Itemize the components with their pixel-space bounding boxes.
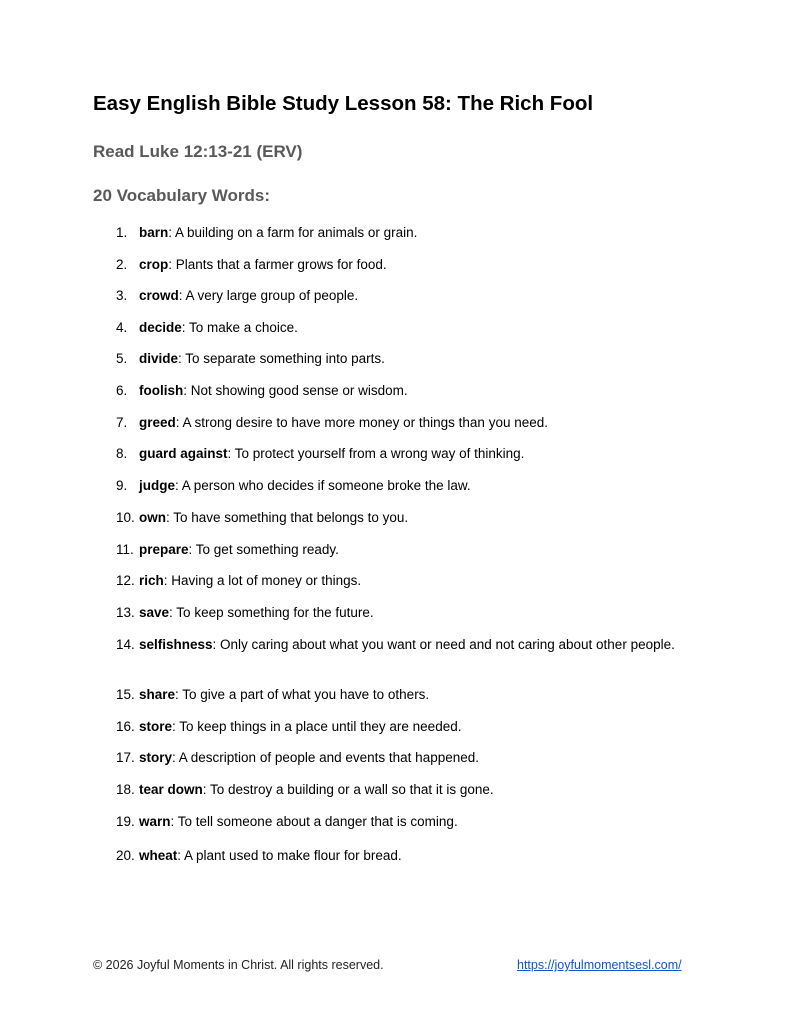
vocab-item: [116, 847, 676, 865]
vocab-definition: : To make a choice.: [181, 320, 298, 335]
vocab-item: [116, 686, 676, 704]
vocab-definition: : A person who decides if someone broke the law.: [175, 478, 471, 493]
vocab-definition: : To tell someone about a danger that is coming.: [170, 814, 458, 829]
vocab-item-number: 1.: [116, 225, 128, 240]
vocab-item-number: 16.: [116, 719, 135, 734]
vocab-item: [116, 572, 676, 590]
vocab-item-number: 12.: [116, 573, 135, 588]
vocab-item-number: 7.: [116, 415, 128, 430]
footer-copyright: © 2026 Joyful Moments in Christ. All rights reserved.: [93, 958, 384, 972]
vocab-word: warn: [139, 814, 171, 829]
vocab-item-text: [139, 636, 676, 654]
vocab-item-text: [139, 509, 676, 527]
vocab-item-text: [139, 718, 676, 736]
vocab-item-number: 17.: [116, 750, 135, 765]
vocab-item-text: [139, 477, 676, 495]
vocab-word: selfishness: [139, 637, 213, 652]
vocab-word: wheat: [139, 848, 178, 863]
vocab-item-text: [139, 350, 676, 368]
vocab-item-number: 13.: [116, 605, 135, 620]
vocab-item: [116, 445, 676, 463]
page-title: Easy English Bible Study Lesson 58: The Rich Fool: [93, 92, 594, 115]
vocab-item-text: [139, 287, 676, 305]
vocab-item: [116, 477, 676, 495]
vocab-word: crowd: [139, 288, 179, 303]
vocab-item-text: [139, 781, 676, 799]
vocab-definition: : Plants that a farmer grows for food.: [168, 257, 387, 272]
vocab-item-number: 2.: [116, 257, 128, 272]
vocab-item: [116, 224, 676, 242]
vocab-item-text: [139, 382, 676, 400]
vocab-definition: : A building on a farm for animals or grain.: [168, 225, 418, 240]
vocab-definition: : Not showing good sense or wisdom.: [183, 383, 408, 398]
vocab-word: store: [139, 719, 173, 734]
vocab-definition: : To get something ready.: [188, 542, 339, 557]
vocab-word: save: [139, 605, 170, 620]
vocab-word: rich: [139, 573, 164, 588]
vocab-word: share: [139, 687, 176, 702]
vocab-definition: : To keep things in a place until they are needed.: [172, 719, 462, 734]
vocabulary-heading: 20 Vocabulary Words:: [93, 186, 270, 205]
vocab-item: [116, 749, 676, 767]
vocab-item: [116, 718, 676, 736]
vocab-item-text: [139, 414, 676, 432]
vocab-item-number: 20.: [116, 848, 135, 863]
vocab-word: greed: [139, 415, 176, 430]
vocab-item: [116, 350, 676, 368]
vocab-item-number: 6.: [116, 383, 128, 398]
vocab-item-number: 18.: [116, 782, 135, 797]
vocab-item-number: 5.: [116, 351, 128, 366]
vocab-word: judge: [139, 478, 175, 493]
vocab-word: own: [139, 510, 166, 525]
vocab-item: [116, 636, 676, 654]
vocab-item: [116, 382, 676, 400]
vocab-item: [116, 414, 676, 432]
vocab-item-text: [139, 224, 676, 242]
vocab-item-text: [139, 445, 676, 463]
vocab-word: divide: [139, 351, 179, 366]
vocab-definition: : Only caring about what you want or need and not caring about other people.: [212, 637, 675, 652]
vocab-item-text: [139, 604, 676, 622]
vocab-item: [116, 781, 676, 799]
vocab-word: prepare: [139, 542, 189, 557]
vocab-item-text: [139, 749, 676, 767]
vocab-item: [116, 541, 676, 559]
vocab-word: story: [139, 750, 173, 765]
vocab-definition: : To destroy a building or a wall so that it is gone.: [202, 782, 494, 797]
vocab-definition: : A very large group of people.: [178, 288, 359, 303]
vocab-item-number: 14.: [116, 637, 135, 652]
vocab-item-text: [139, 572, 676, 590]
vocab-item-text: [139, 541, 676, 559]
vocab-item: [116, 256, 676, 274]
vocab-item-text: [139, 686, 676, 704]
vocab-item-number: 15.: [116, 687, 135, 702]
vocab-item: [116, 319, 676, 337]
vocab-word: tear down: [139, 782, 203, 797]
vocab-item: [116, 287, 676, 305]
vocab-word: guard against: [139, 446, 228, 461]
vocab-definition: : To separate something into parts.: [178, 351, 385, 366]
vocab-definition: : Having a lot of money or things.: [163, 573, 362, 588]
vocab-item-text: [139, 813, 676, 831]
vocab-item-number: 4.: [116, 320, 128, 335]
vocab-item-number: 19.: [116, 814, 135, 829]
scripture-reference: Read Luke 12:13-21 (ERV): [93, 142, 303, 161]
vocab-word: decide: [139, 320, 182, 335]
vocab-definition: : A description of people and events that happened.: [172, 750, 480, 765]
vocab-item: [116, 813, 676, 831]
vocab-item-number: 3.: [116, 288, 128, 303]
vocab-item-text: [139, 319, 676, 337]
vocab-item-number: 10.: [116, 510, 135, 525]
vocab-item-text: [139, 256, 676, 274]
vocab-definition: : To have something that belongs to you.: [166, 510, 409, 525]
vocab-item-text: [139, 847, 676, 865]
vocab-definition: : A plant used to make flour for bread.: [177, 848, 402, 863]
vocab-item-number: 11.: [116, 542, 134, 557]
vocab-word: barn: [139, 225, 169, 240]
vocab-definition: : To protect yourself from a wrong way of thinking.: [227, 446, 525, 461]
vocab-item: [116, 604, 676, 622]
vocab-definition: : To keep something for the future.: [169, 605, 374, 620]
footer-website-link[interactable]: https://joyfulmomentsesl.com/: [517, 958, 682, 972]
vocab-item: [116, 509, 676, 527]
vocab-word: crop: [139, 257, 169, 272]
vocab-item-number: 8.: [116, 446, 128, 461]
vocab-word: foolish: [139, 383, 184, 398]
vocab-definition: : To give a part of what you have to others.: [175, 687, 430, 702]
vocab-definition: : A strong desire to have more money or things than you need.: [175, 415, 548, 430]
vocab-item-number: 9.: [116, 478, 128, 493]
